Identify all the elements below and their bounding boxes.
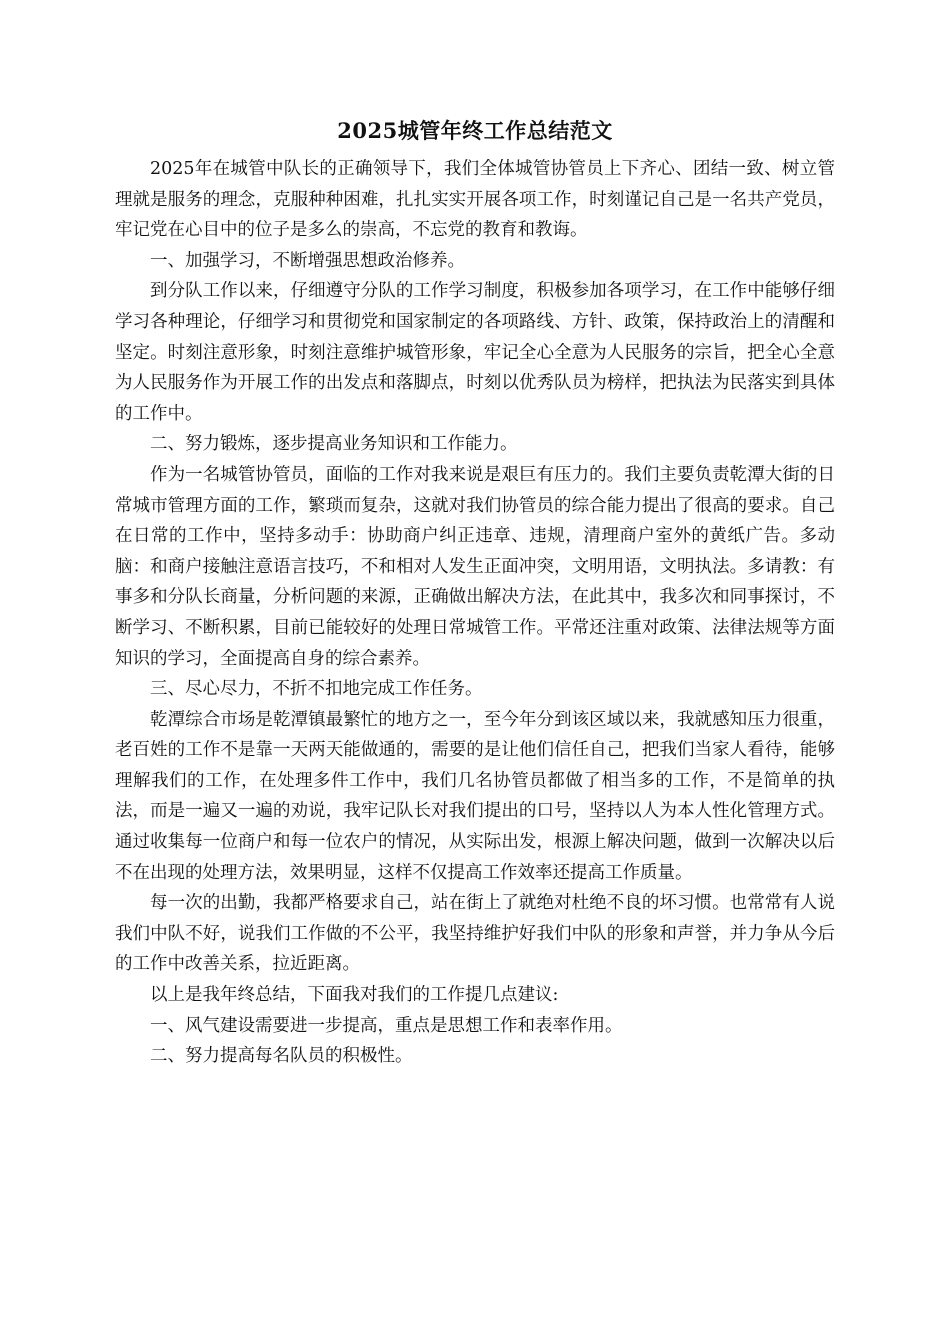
suggestion-item-2: 二、努力提高每名队员的积极性。 — [150, 1046, 413, 1067]
paragraph-section-1: 到分队工作以来，仔细遵守分队的工作学习制度，积极参加各项学习，在工作中能够仔细学习各种理论，仔细学习和贯彻党和国家制定的各项路线、方针、政策，保持政治上的清醒和坚定。时刻注意形象，时刻注意维护城管形象，牢记全心全意为人民服务的宗旨，把全心全意为人民服务作为开展工作的出发点和落脚点，时刻以优秀队员为榜样，把执法为民落实到具体的工作中。 — [115, 281, 835, 424]
section-heading-1: 一、加强学习，不断增强思想政治修养。 — [150, 250, 465, 271]
paragraph-section-3: 乾潭综合市场是乾潭镇最繁忙的地方之一，至今年分到该区域以来，我就感知压力很重，老百姓的工作不是靠一天两天能做通的，需要的是让他们信任自己，把我们当家人看待，能够理解我们的工作，在处理多件工作中，我们几名协管员都做了相当多的工作，不是简单的执法，而是一遍又一遍的劝说，我牢记队长对我们提出的口号，坚持以人为本人性化管理方式。通过收集每一位商户和每一位农户的情况，从实际出发，根源上解决问题，做到一次解决以后不在出现的处理方法，效果明显，这样不仅提高工作效率还提高工作质量。 — [115, 709, 835, 883]
suggestion-item-1: 一、风气建设需要进一步提高，重点是思想工作和表率作用。 — [150, 1015, 623, 1036]
paragraph-intro: 2025年在城管中队长的正确领导下，我们全体城管协管员上下齐心、团结一致、树立管理就是服务的理念，克服种种困难，扎扎实实开展各项工作，时刻谨记自己是一名共产党员，牢记党在心目中的位子是多么的崇高，不忘党的教育和教诲。 — [115, 159, 835, 241]
paragraph-section-2: 作为一名城管协管员，面临的工作对我来说是艰巨有压力的。我们主要负责乾潭大街的日常城市管理方面的工作，繁琐而复杂，这就对我们协管员的综合能力提出了很高的要求。自己在日常的工作中，坚持多动手：协助商户纠正违章、违规，清理商户室外的黄纸广告。多动脑：和商户接触注意语言技巧，不和相对人发生正面冲突，文明用语，文明执法。多请教：有事多和分队长商量，分析问题的来源，正确做出解决方法，在此其中，我多次和同事探讨，不断学习、不断积累，目前已能较好的处理日常城管工作。平常还注重对政策、法律法规等方面知识的学习，全面提高自身的综合素养。 — [115, 464, 835, 669]
paragraph-suggestions-intro: 以上是我年终总结，下面我对我们的工作提几点建议: — [150, 985, 559, 1006]
section-heading-3: 三、尽心尽力，不折不扣地完成工作任务。 — [150, 679, 483, 700]
document-title: 2025城管年终工作总结范文 — [337, 118, 613, 143]
section-heading-2: 二、努力锻炼，逐步提高业务知识和工作能力。 — [150, 434, 518, 455]
paragraph-duty: 每一次的出勤，我都严格要求自己，站在街上了就绝对杜绝不良的坏习惯。也常常有人说我们中队不好，说我们工作做的不公平，我坚持维护好我们中队的形象和声誉，并力争从今后的工作中改善关系，拉近距离。 — [115, 893, 835, 975]
document-page — [115, 114, 835, 1072]
